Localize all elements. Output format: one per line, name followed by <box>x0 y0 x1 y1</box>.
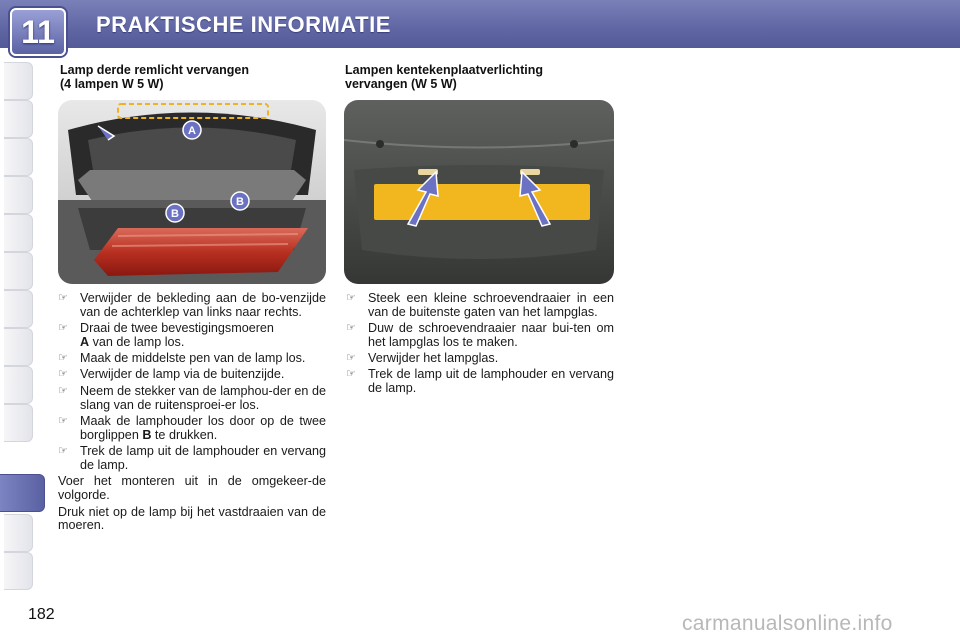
pointing-hand-icon: ☞ <box>346 352 356 365</box>
list-item: ☞ Steek een kleine schroevendraaier in een van de buitenste gaten van het lampglas. <box>346 291 614 319</box>
pointing-hand-icon: ☞ <box>58 352 68 365</box>
list-item: ☞ Maak de lamphouder los door op de twee borglippen B te drukken. <box>58 413 326 442</box>
left-heading-line2: (4 lampen W 5 W) <box>60 77 164 91</box>
list-item: ☞ Verwijder de bekleding aan de bo-venzijde van de achterklep van links naar rechts. <box>58 291 326 319</box>
pointing-hand-icon: ☞ <box>58 322 68 335</box>
left-instructions <box>58 292 326 536</box>
watermark[interactable]: carmanualsonline.info <box>682 612 893 635</box>
chapter-tab[interactable] <box>4 252 33 290</box>
chapter-tab[interactable] <box>4 552 33 590</box>
pointing-hand-icon: ☞ <box>346 368 356 381</box>
list-item: ☞ Trek de lamp uit de lamphouder en vervang de lamp. <box>58 443 326 472</box>
list-item: ☞ Verwijder het lampglas. <box>346 351 499 366</box>
chapter-tab[interactable] <box>4 62 33 100</box>
page-title: PRAKTISCHE INFORMATIE <box>96 12 391 37</box>
list-item: ☞ Maak de middelste pen van de lamp los. <box>58 351 306 366</box>
chapter-tab[interactable] <box>4 100 33 138</box>
page-number: 182 <box>28 606 55 623</box>
right-heading-line1: Lampen kentekenplaatverlichting <box>345 63 543 77</box>
list-item: ☞ Trek de lamp uit de lamphouder en vervang de lamp. <box>346 367 614 396</box>
left-heading <box>60 63 249 91</box>
chapter-tab-active[interactable] <box>0 474 45 512</box>
chapter-tab[interactable] <box>4 328 33 366</box>
pointing-hand-icon: ☞ <box>58 414 68 427</box>
chapter-tab[interactable] <box>4 404 33 442</box>
list-item: ☞ Draai de twee bevestigingsmoeren A van de lamp los. <box>58 321 274 349</box>
right-heading <box>345 63 543 91</box>
chapter-tab[interactable] <box>4 138 33 176</box>
left-heading-line1: Lamp derde remlicht vervangen <box>60 63 249 77</box>
paragraph: Voer het monteren uit in de omgekeer-de volgorde. <box>58 474 326 502</box>
label-b-right: B <box>236 196 244 208</box>
label-b-left: B <box>171 208 179 220</box>
chapter-tabs <box>0 62 36 582</box>
pointing-hand-icon: ☞ <box>346 292 356 304</box>
chapter-tab[interactable] <box>4 514 33 552</box>
right-heading-line2: vervangen (W 5 W) <box>345 77 457 91</box>
paragraph: Druk niet op de lamp bij het vastdraaien van de moeren. <box>58 504 326 533</box>
pointing-hand-icon: ☞ <box>346 322 356 335</box>
pointing-hand-icon: ☞ <box>58 368 68 381</box>
chapter-tab[interactable] <box>4 214 33 252</box>
chapter-tab[interactable] <box>4 176 33 214</box>
pointing-hand-icon: ☞ <box>58 444 68 457</box>
chapter-tab[interactable] <box>4 366 33 404</box>
label-a: A <box>188 125 196 137</box>
chapter-tab[interactable] <box>4 290 33 328</box>
pointing-hand-icon: ☞ <box>58 292 68 304</box>
list-item: ☞ Duw de schroevendraaier naar bui-ten om het lampglas los te maken. <box>346 321 614 349</box>
list-item: ☞ Verwijder de lamp via de buitenzijde. <box>58 367 285 382</box>
pointing-hand-icon: ☞ <box>58 384 68 397</box>
list-item: ☞ Neem de stekker van de lamphou-der en de slang van de ruitensproei-er los. <box>58 383 326 412</box>
license-plate-illustration <box>344 100 614 284</box>
right-instructions <box>346 292 614 399</box>
chapter-badge: 11 <box>10 8 66 56</box>
brake-light-illustration <box>58 100 326 284</box>
